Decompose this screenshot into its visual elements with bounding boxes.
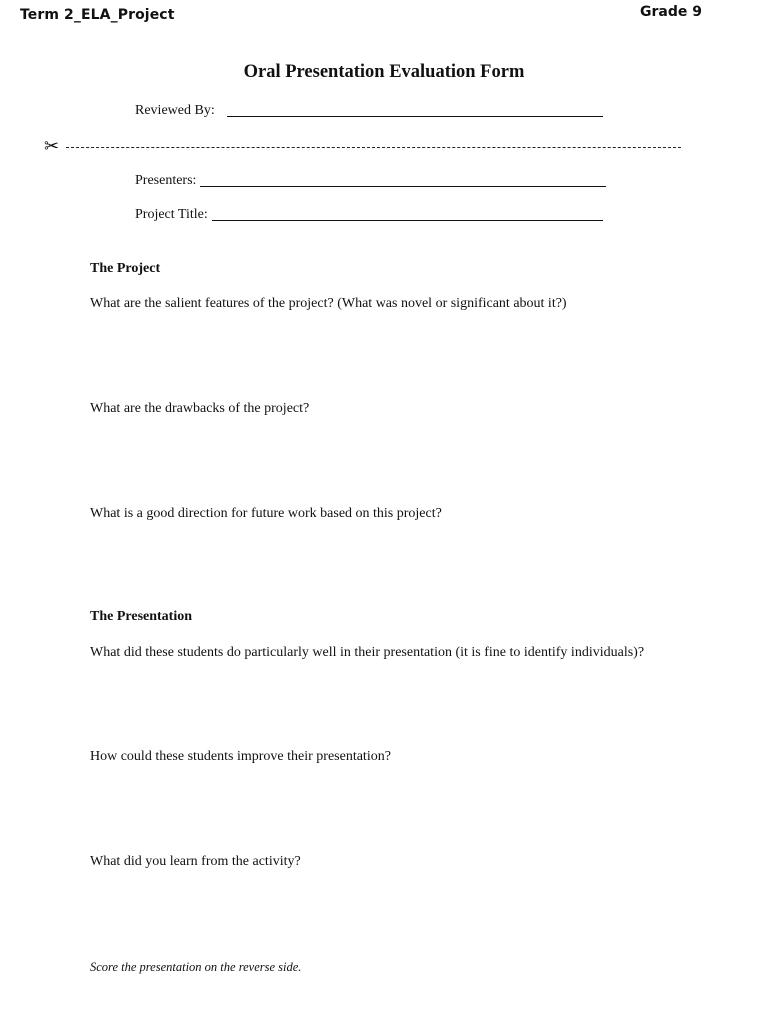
reverse-side-note: Score the presentation on the reverse side.	[90, 960, 302, 974]
question-salient-features: What are the salient features of the project? (What was novel or significant about it?)	[90, 296, 567, 311]
scissors-icon: ✂	[44, 136, 60, 157]
question-did-well: What did these students do particularly well in their presentation (it is fine to identify individuals)?	[90, 645, 645, 660]
question-learned: What did you learn from the activity?	[90, 854, 301, 869]
section-heading-presentation: The Presentation	[90, 609, 193, 624]
question-improve: How could these students improve their presentation?	[90, 749, 391, 764]
presenters-field	[135, 173, 606, 189]
question-drawbacks: What are the drawbacks of the project?	[90, 401, 310, 416]
course-label: Term 2_ELA_Project	[20, 7, 175, 23]
presenters-label: Presenters:	[135, 173, 197, 188]
presenters-blank[interactable]	[200, 185, 606, 187]
dashed-divider	[66, 147, 681, 148]
question-future-work: What is a good direction for future work based on this project?	[90, 506, 442, 521]
section-heading-project: The Project	[90, 261, 161, 276]
reviewed-by-blank[interactable]	[227, 115, 603, 117]
project-title-field	[135, 207, 603, 223]
grade-label: Grade 9	[640, 4, 702, 20]
project-title-label: Project Title:	[135, 207, 208, 222]
reviewed-by-field	[135, 103, 603, 119]
form-title: Oral Presentation Evaluation Form	[243, 62, 525, 82]
reviewed-by-label: Reviewed By:	[135, 103, 215, 118]
project-title-blank[interactable]	[212, 219, 603, 221]
cut-line	[44, 137, 684, 157]
